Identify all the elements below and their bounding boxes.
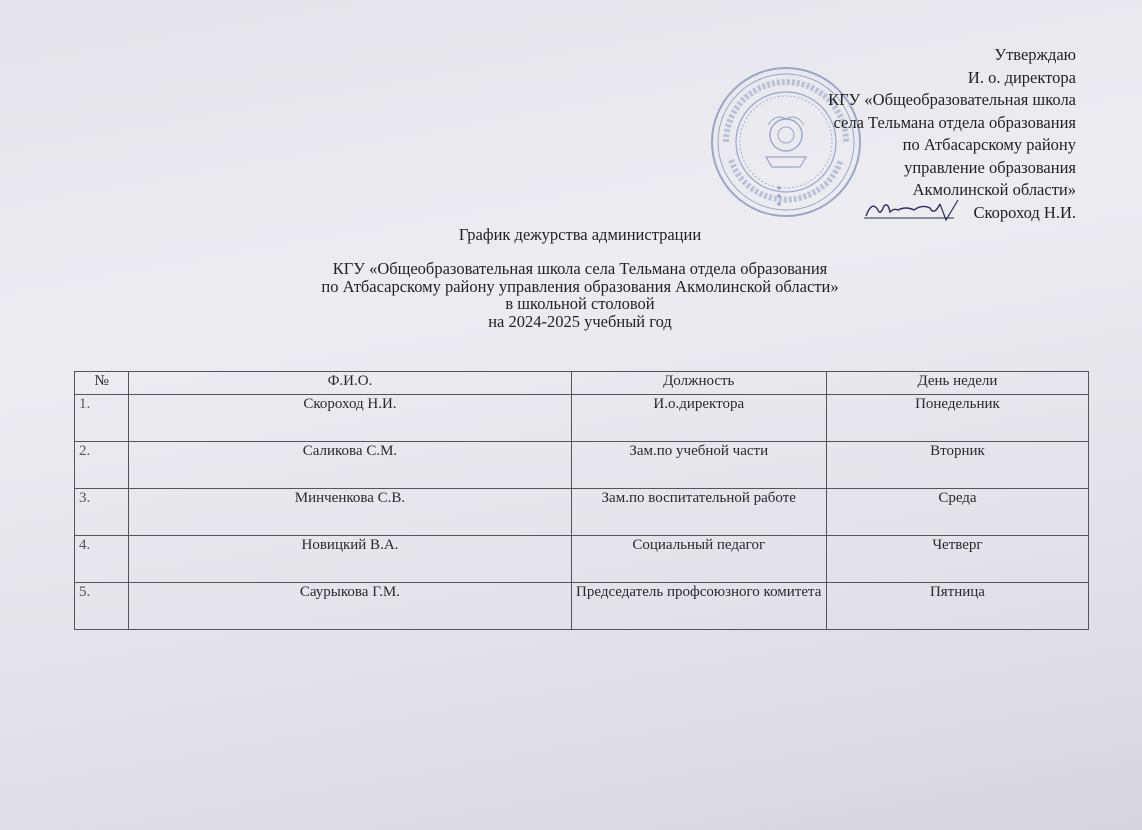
cell-name: Новицкий В.А.	[129, 536, 571, 583]
cell-day: Пятница	[826, 583, 1088, 630]
approval-line: И. о. директора	[967, 67, 1076, 87]
cell-number: 5.	[75, 583, 129, 630]
cell-name: Скороход Н.И.	[129, 395, 571, 442]
table-row	[75, 583, 1089, 630]
table-header-row	[75, 372, 1089, 395]
cell-name: Саурыкова Г.М.	[129, 583, 571, 630]
approval-line: КГУ «Общеобразовательная школа	[828, 90, 1076, 109]
approval-line: Утверждаю	[994, 45, 1076, 64]
cell-number: 3.	[75, 489, 129, 536]
table-row	[75, 442, 1089, 489]
approval-line: села Тельмана отдела образования	[833, 112, 1076, 132]
organization-line: на 2024-2025 учебный год	[488, 311, 672, 331]
organization-line: КГУ «Общеобразовательная школа села Тельмана отдела образования	[332, 259, 828, 278]
cell-number: 4.	[75, 536, 129, 583]
cell-position: Председатель профсоюзного комитета	[571, 583, 826, 630]
cell-position: Зам.по учебной части	[571, 442, 826, 489]
header-day: День недели	[826, 372, 1088, 395]
approval-line: по Атбасарскому району	[902, 135, 1076, 154]
document-title: График дежурства администрации	[458, 225, 702, 244]
signatory-name: Скороход Н.И.	[973, 202, 1076, 222]
approval-line: Акмолинской области»	[912, 180, 1076, 199]
cell-day: Понедельник	[826, 395, 1088, 442]
cell-day: Среда	[826, 489, 1088, 536]
cell-name: Саликова С.М.	[129, 442, 571, 489]
cell-number: 2.	[75, 442, 129, 489]
organization-header	[160, 260, 1000, 330]
table-row	[75, 489, 1089, 536]
cell-name: Минченкова С.В.	[129, 489, 571, 536]
cell-position: И.о.директора	[571, 395, 826, 442]
approval-line: управление образования	[904, 157, 1076, 177]
cell-day: Вторник	[826, 442, 1088, 489]
header-name: Ф.И.О.	[129, 372, 571, 395]
header-position: Должность	[571, 372, 826, 395]
duty-schedule-table	[74, 371, 1089, 630]
table-row	[75, 395, 1089, 442]
organization-line: по Атбасарскому району управления образования Акмолинской области»	[321, 276, 839, 296]
header-number: №	[75, 372, 129, 395]
table-row	[75, 536, 1089, 583]
cell-day: Четверг	[826, 536, 1088, 583]
organization-line: в школьной столовой	[505, 294, 655, 313]
cell-position: Социальный педагог	[571, 536, 826, 583]
cell-position: Зам.по воспитательной работе	[571, 489, 826, 536]
cell-number: 1.	[75, 395, 129, 442]
handwritten-signature	[862, 196, 962, 224]
